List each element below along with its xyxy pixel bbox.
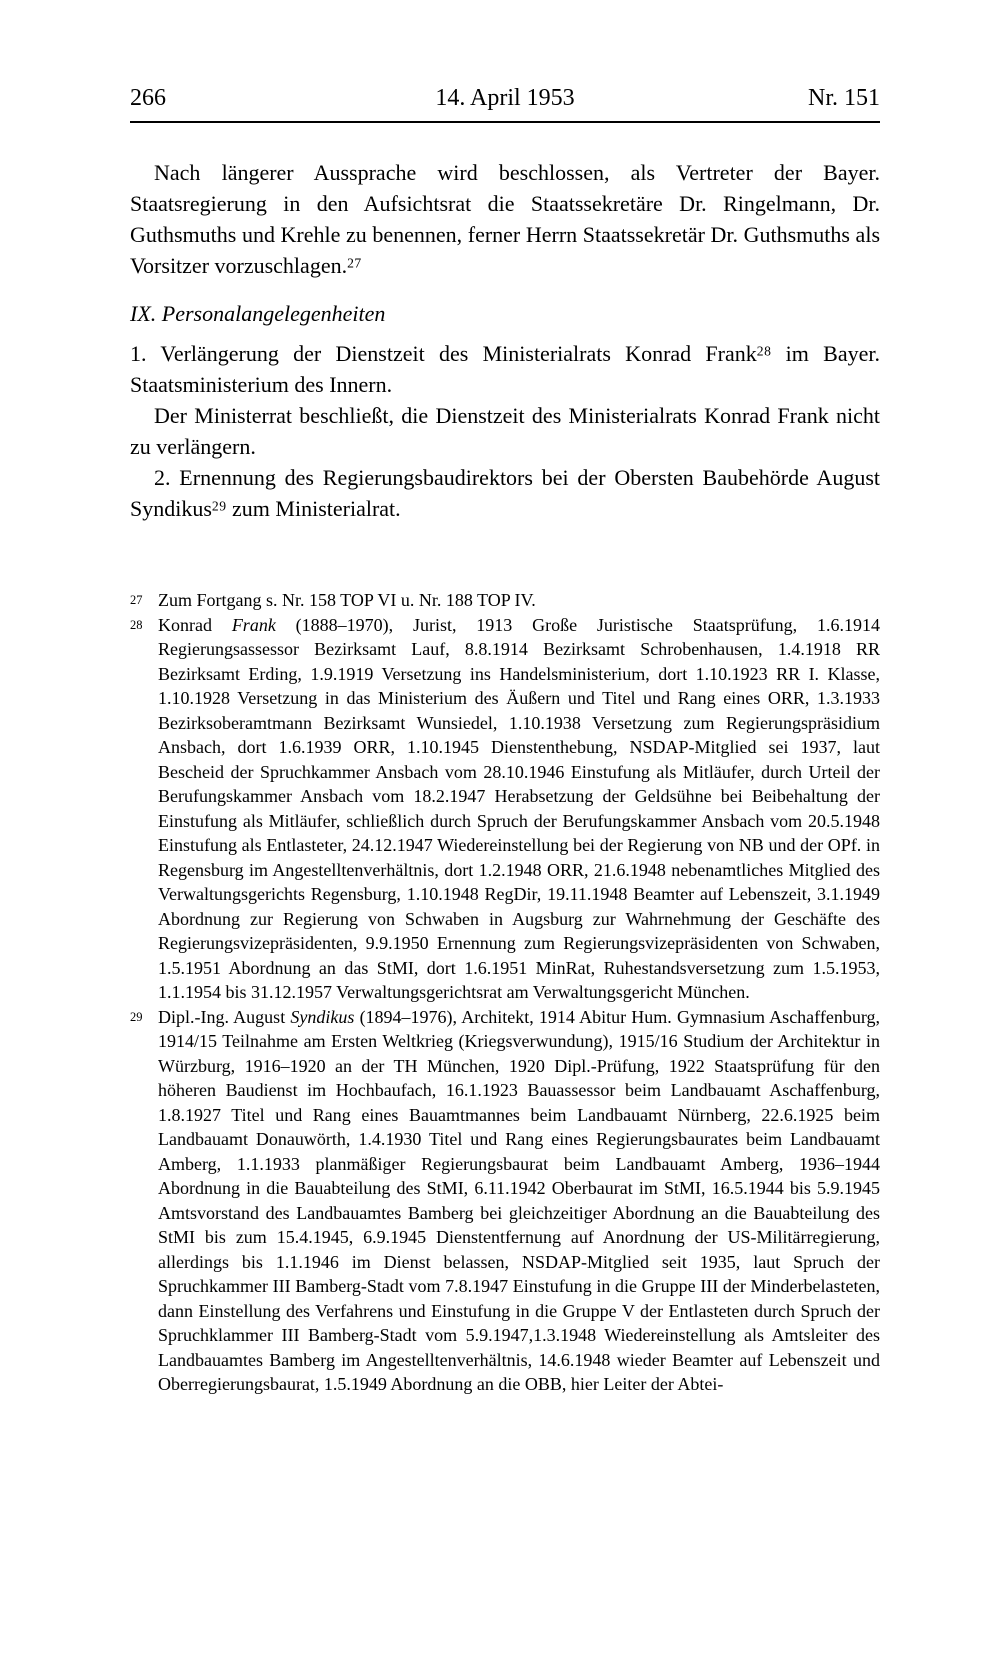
paragraph-item-2 bbox=[130, 462, 880, 524]
footnote-29-intro: Dipl.-Ing. August bbox=[158, 1006, 291, 1027]
paragraph-resolution bbox=[130, 157, 880, 281]
footnote-27 bbox=[130, 588, 880, 613]
paragraph-ministerrat-decision bbox=[130, 400, 880, 462]
footnotes-section bbox=[130, 588, 880, 1397]
footnote-text-28 bbox=[158, 613, 880, 1005]
main-text bbox=[130, 157, 880, 524]
footnote-28 bbox=[130, 613, 880, 1005]
paragraph-resolution-text: Nach längerer Aussprache wird beschlossen, als Vertreter der Bayer. Staatsregierung in den Aufsichtsrat die Staatssekretäre Dr. Ringelmann, Dr. Guthsmuths und Krehle zu benennen, ferner Herrn Staatssekretär Dr. Guthsmuths als Vorsitzer vorzuschlagen. bbox=[130, 160, 880, 278]
footnote-29-body: (1894–1976), Architekt, 1914 Abitur Hum. Gymnasium Aschaffenburg, 1914/15 Teilnahme am Ersten Weltkrieg (Kriegsverwundung), 1915/16 Studium der Architektur in Würzburg, 1916–1920 an der TH München, 1920 Dipl.-Prüfung, 1922 Staatsprüfung für den höheren Baudienst im Hochbaufach, 16.1.1923 Bauassessor beim Landbauamt Aschaffenburg, 1.8.1927 Titel und Rang eines Bauamtmannes beim Landbauamt Nürnberg, 22.6.1925 beim Landbauamt Donauwörth, 1.4.1930 Titel und Rang eines Regierungsbaurates beim Landbauamt Amberg, 1.1.1933 planmäßiger Regierungsbaurat beim Landbauamt Amberg, 1936–1944 Abordnung in die Bauabteilung des StMI, 6.11.1942 Oberbaurat im StMI, 16.5.1944 bis 5.9.1945 Amtsvorstand des Landbauamtes Bamberg bei gleichzeitiger Abordnung an die Bauabteilung des StMI bis zum 15.4.1945, 6.9.1945 Dienstentfernung auf Anordnung der US-Militärregierung, allerdings bis 1.1.1946 im Dienst belassen, NSDAP-Mitglied seit 1935, laut Spruch der Spruchkammer III Bamberg-Stadt vom 7.8.1947 Einstufung in die Gruppe III der Minderbelasteten, dann Einstellung des Verfahrens und Einstufung in die Gruppe V der Entlasteten durch Spruch der Spruchklammer III Bamberg-Stadt vom 5.9.1947,1.3.1948 Wiedereinstellung als Amtsleiter des Landbauamtes Bamberg im Angestelltenverhältnis, 14.6.1948 wieder Beamter auf Lebenszeit und Oberregierungsbaurat, 1.5.1949 Abordnung an die OBB, hier Leiter der Abtei- bbox=[158, 1006, 880, 1394]
footnote-marker-28: 28 bbox=[130, 617, 143, 632]
paragraph-ministerrat-decision-text: Der Ministerrat beschließt, die Dienstzeit des Ministerialrats Konrad Frank nicht zu verlängern. bbox=[130, 403, 880, 459]
paragraph-item-2-text-after: zum Ministerialrat. bbox=[226, 496, 401, 521]
page-header bbox=[130, 84, 880, 123]
footnote-marker-27: 27 bbox=[130, 593, 143, 607]
page-number: 266 bbox=[130, 85, 166, 111]
issue-number: Nr. 151 bbox=[808, 85, 880, 111]
paragraph-item-2-text-before: 2. Ernennung des Regierungsbaudirektors bei der Obersten Baubehörde August Syndikus bbox=[130, 465, 880, 521]
footnote-ref-27: 27 bbox=[347, 255, 362, 271]
footnote-text-27 bbox=[158, 588, 880, 613]
footnote-28-intro: Konrad bbox=[158, 614, 232, 635]
paragraph-item-1 bbox=[130, 338, 880, 400]
paragraph-item-1-text-before: 1. Verlängerung der Dienstzeit des Ministerialrats Konrad Frank bbox=[130, 341, 757, 366]
section-heading-ix: IX. Personalangelegenheiten bbox=[130, 301, 386, 326]
paragraph-item-1-text-after: im Bayer. Staatsministerium des Innern. bbox=[130, 341, 880, 397]
footnote-ref-28: 28 bbox=[756, 343, 772, 359]
footnote-text-29 bbox=[158, 1005, 880, 1397]
header-date: 14. April 1953 bbox=[435, 85, 575, 111]
person-name-frank: Frank bbox=[231, 614, 276, 635]
footnote-ref-29: 29 bbox=[211, 498, 227, 514]
person-name-syndikus: Syndikus bbox=[290, 1006, 355, 1027]
footnote-27-body: Zum Fortgang s. Nr. 158 TOP VI u. Nr. 188 TOP IV. bbox=[158, 590, 536, 610]
footnote-28-body: (1888–1970), Jurist, 1913 Große Juristische Staatsprüfung, 1.6.1914 Regierungsassessor Bezirksamt Lauf, 8.8.1914 Bezirksamt Schrobenhausen, 1.4.1918 RR Bezirksamt Erding, 1.9.1919 Versetzung ins Handelsministerium, dort 1.10.1923 RR I. Klasse, 1.10.1928 Versetzung in das Ministerium des Äußern und Titel und Rang eines ORR, 1.3.1933 Bezirksoberamtmann Bezirksamt Wunsiedel, 1.10.1938 Versetzung zum Regierungspräsidium Ansbach, dort 1.6.1939 ORR, 1.10.1945 Dienstenthebung, NSDAP-Mitglied sei 1937, laut Bescheid der Spruchkammer Ansbach vom 28.10.1946 Einstufung als Mitläufer, durch Urteil der Berufungskammer Ansbach vom 18.2.1947 Herabsetzung der Geldsühne bei Beibehaltung der Einstufung als Mitläufer, schließlich durch Spruch der Berufungskammer Ansbach vom 20.5.1948 Einstufung als Entlasteter, 24.12.1947 Wiedereinstellung bei der Regierung von NB und der OPf. in Regensburg im Angestelltenverhältnis, dort 1.2.1948 ORR, 21.6.1948 nebenamtliches Mitglied des Verwaltungsgerichts Regensburg, 1.10.1948 RegDir, 19.11.1948 Beamter auf Lebenszeit, 3.1.1949 Abordnung zur Regierung von Schwaben in Augsburg zur Wahrnehmung der Geschäfte des Regierungsvizepräsidenten, 9.9.1950 Ernennung zum Regierungsvizepräsidenten von Schwaben, 1.5.1951 Abordnung an das StMI, dort 1.6.1951 MinRat, Ruhestandsversetzung zum 1.5.1953, 1.1.1954 bis 31.12.1957 Verwaltungsgerichtsrat am Verwaltungsgericht München. bbox=[158, 614, 881, 1002]
footnote-marker-29: 29 bbox=[130, 1009, 143, 1024]
footnote-29 bbox=[130, 1005, 880, 1397]
